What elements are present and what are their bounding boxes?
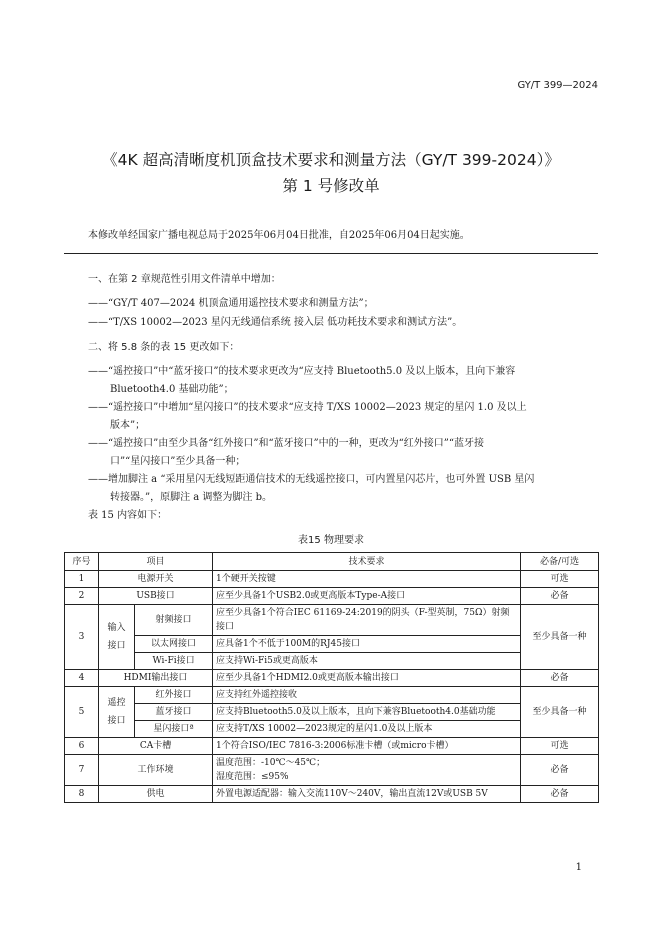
- physical-requirements-table: [64, 552, 599, 803]
- header-optional: 必备/可选: [521, 553, 599, 571]
- approval-statement: 本修改单经国家广播电视总局于2025年06月04日批准，自2025年06月04日起实施。: [88, 230, 470, 241]
- reference-item: ——“T/XS 10002—2023 星闪无线通信系统 接入层 低功耗技术要求和测试方法”。: [88, 317, 463, 328]
- cell-subitem: 射频接口: [135, 605, 213, 636]
- change-item: ——增加脚注 a “采用星闪无线短距通信技术的无线遥控接口，可内置星闪芯片，也可外置 USB 星闪: [88, 474, 535, 485]
- divider: [64, 253, 598, 254]
- cell-optional: 可选: [521, 738, 599, 755]
- change-item: ——“遥控接口”中增加“星闪接口”的技术要求“应支持 T/XS 10002—2023 规定的星闪 1.0 及以上: [88, 402, 527, 413]
- cell-no: 3: [65, 605, 99, 670]
- cell-subitem: Wi-Fi接口: [135, 653, 213, 670]
- cell-requirement: 应至少具备1个USB2.0或更高版本Type-A接口: [213, 588, 521, 605]
- change-item-cont: 转接器。”，原脚注 a 调整为脚注 b。: [110, 492, 273, 503]
- cell-item: 电源开关: [99, 571, 213, 588]
- cell-group: 输入接口: [99, 605, 135, 670]
- cell-subitem: 蓝牙接口: [135, 704, 213, 721]
- cell-no: 1: [65, 571, 99, 588]
- cell-optional: 必备: [521, 670, 599, 687]
- cell-subitem: 以太网接口: [135, 636, 213, 653]
- header-item: 项目: [99, 553, 213, 571]
- table-row: [65, 571, 599, 588]
- cell-requirement: 应支持Wi-Fi5或更高版本: [213, 653, 521, 670]
- cell-no: 8: [65, 786, 99, 803]
- table-row: [65, 605, 599, 636]
- table-caption: 表15 物理要求: [298, 535, 364, 546]
- table-row: [65, 738, 599, 755]
- cell-requirement: 应支持Bluetooth5.0及以上版本，且向下兼容Bluetooth4.0基础功能: [213, 704, 521, 721]
- cell-optional: 可选: [521, 571, 599, 588]
- cell-optional: 至少具备一种: [521, 605, 599, 670]
- cell-requirement: 应至少具备1个HDMI2.0或更高版本输出接口: [213, 670, 521, 687]
- cell-requirement: 应至少具备1个符合IEC 61169-24:2019的阴头（F-型英制，75Ω）射频接口: [213, 605, 521, 636]
- section-2-heading: 二、将 5.8 条的表 15 更改如下：: [88, 342, 240, 353]
- cell-requirement: [213, 755, 521, 786]
- cell-no: 2: [65, 588, 99, 605]
- cell-requirement: 1个符合ISO/IEC 7816-3:2006标准卡槽（或micro卡槽）: [213, 738, 521, 755]
- change-item: ——“遥控接口”由至少具备“红外接口”和“蓝牙接口”中的一种，更改为“红外接口”“蓝牙接: [88, 438, 485, 449]
- table-row: [65, 721, 599, 738]
- section-1-heading: 一、在第 2 章规范性引用文件清单中增加：: [88, 274, 281, 285]
- table-row: [65, 588, 599, 605]
- cell-requirement: 应支持红外遥控接收: [213, 687, 521, 704]
- cell-optional: 至少具备一种: [521, 687, 599, 738]
- table-row: [65, 670, 599, 687]
- table-row: [65, 636, 599, 653]
- cell-requirement: 应支持T/XS 10002—2023规定的星闪1.0及以上版本: [213, 721, 521, 738]
- table-intro: 表 15 内容如下：: [88, 510, 168, 521]
- table-row: [65, 755, 599, 786]
- change-item-cont: 版本”；: [110, 420, 146, 431]
- table-header-row: [65, 553, 599, 571]
- page-number: 1: [575, 862, 582, 873]
- document-title: 《4K 超高清晰度机顶盒技术要求和测量方法（GY/T 399-2024）》: [102, 151, 560, 169]
- cell-no: 4: [65, 670, 99, 687]
- cell-subitem: 红外接口: [135, 687, 213, 704]
- header-no: 序号: [65, 553, 99, 571]
- reference-item: ——“GY/T 407—2024 机顶盒通用遥控技术要求和测量方法”；: [88, 298, 374, 309]
- change-item-cont: Bluetooth4.0 基础功能”；: [110, 384, 234, 395]
- cell-requirement: 1个硬开关按键: [213, 571, 521, 588]
- cell-group: 遥控接口: [99, 687, 135, 738]
- change-item-cont: 口”“星闪接口”至少具备一种；: [110, 456, 246, 467]
- table-row: [65, 704, 599, 721]
- temperature-range: 温度范围：-10℃～45℃；: [216, 758, 326, 768]
- cell-optional: 必备: [521, 755, 599, 786]
- cell-item: CA卡槽: [99, 738, 213, 755]
- header-requirement: 技术要求: [213, 553, 521, 571]
- table-row: [65, 653, 599, 670]
- cell-requirement: 外置电源适配器：输入交流110V～240V，输出直流12V或USB 5V: [213, 786, 521, 803]
- cell-subitem: 星闪接口ª: [135, 721, 213, 738]
- cell-no: 5: [65, 687, 99, 738]
- cell-item: 供电: [99, 786, 213, 803]
- cell-item: USB接口: [99, 588, 213, 605]
- document-subtitle: 第 1 号修改单: [282, 177, 380, 195]
- cell-no: 6: [65, 738, 99, 755]
- cell-item: 工作环境: [99, 755, 213, 786]
- cell-requirement: 应具备1个不低于100M的RJ45接口: [213, 636, 521, 653]
- standard-code: GY/T 399—2024: [517, 80, 598, 91]
- cell-optional: 必备: [521, 786, 599, 803]
- cell-no: 7: [65, 755, 99, 786]
- cell-item: HDMI输出接口: [99, 670, 213, 687]
- humidity-range: 湿度范围：≤95%: [216, 772, 289, 782]
- table-row: [65, 687, 599, 704]
- change-item: ——“遥控接口”中“蓝牙接口”的技术要求更改为“应支持 Bluetooth5.0 及以上版本，且向下兼容: [88, 366, 516, 377]
- table-row: [65, 786, 599, 803]
- cell-optional: 必备: [521, 588, 599, 605]
